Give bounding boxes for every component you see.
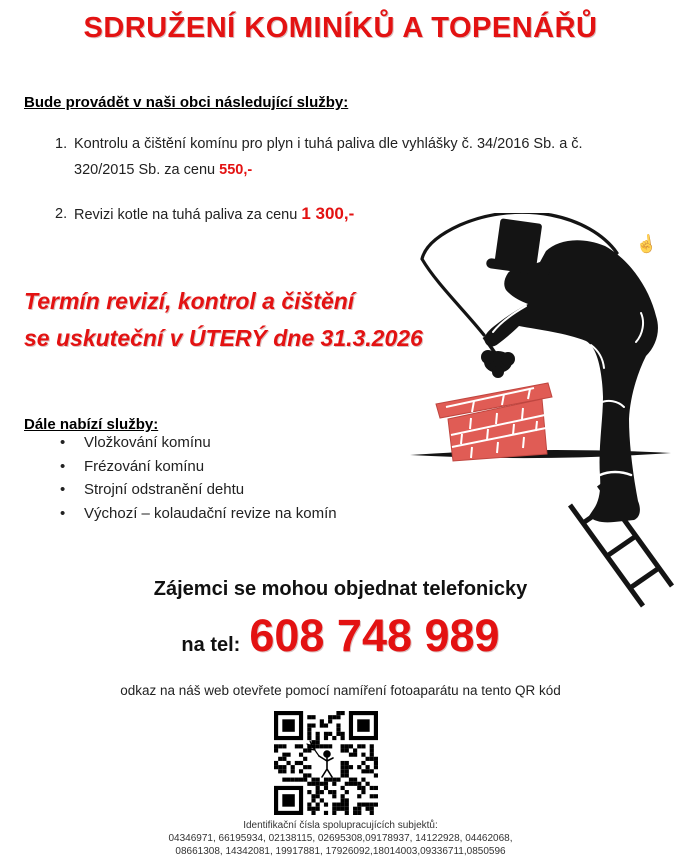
list-item-label: Výchozí – kolaudační revize na komín	[84, 504, 337, 522]
list-item	[24, 478, 337, 502]
service-item-1-text	[74, 131, 626, 183]
list-item-label: Strojní odstranění dehtu	[84, 481, 245, 498]
service-item-2-body: Revizi kotle na tuhá paliva za cenu	[74, 207, 302, 223]
qr-instruction: odkaz na náš web otevřete pomocí namíření fotoaparátu na tento QR kód	[120, 683, 561, 698]
more-services-list	[24, 431, 337, 525]
chimney-sweep-silhouette	[400, 213, 681, 613]
service-item-1	[55, 131, 626, 183]
sweep-figure	[484, 240, 657, 522]
contact-heading: Zájemci se mohou objednat telefonicky	[153, 578, 528, 600]
more-services-heading: Dále nabízí služby:	[24, 416, 159, 433]
list-item-label: Vložkování komínu	[84, 434, 211, 451]
list-item	[24, 431, 337, 455]
phone-number: 608 748 989	[249, 610, 500, 661]
brick-chimney	[436, 383, 552, 461]
bullet-icon: •	[60, 434, 66, 451]
qr-code-svg	[274, 711, 378, 815]
services-heading: Bude provádět v naši obci následující služby:	[24, 94, 349, 111]
date-notice-line1: Termín revizí, kontrol a čištění	[24, 288, 355, 314]
phone-label: na tel:	[181, 634, 241, 656]
bullet-icon: •	[60, 457, 66, 475]
bullet-icon: •	[60, 504, 66, 522]
service-item-2-price: 1 300,-	[301, 204, 355, 223]
qr-code-image	[274, 711, 378, 815]
date-notice-line2: se uskuteční v ÚTERÝ dne 31.3.2026	[24, 325, 423, 351]
list-item	[24, 502, 337, 526]
footer-heading: Identifikační čísla spolupracujících subjektů:	[243, 820, 438, 831]
service-item-1-body: Kontrolu a čištění komínu pro plyn i tuhá paliva dle vyhlášky č. 34/2016 Sb. a č. 320/2015 Sb. za cenu	[74, 136, 583, 178]
top-hat	[486, 217, 556, 276]
service-item-1-price: 550,-	[219, 162, 253, 178]
footer-ids-line1: 04346971, 66195934, 02138115, 02695308,09178937, 14122928, 04462068,	[168, 833, 513, 844]
date-notice	[24, 283, 423, 357]
list-item	[24, 455, 337, 479]
list-item-label: Frézování komínu	[84, 457, 205, 475]
service-item-2-number: 2.	[55, 206, 68, 222]
footer-ids	[0, 819, 681, 858]
footer-ids-line2: 08661308, 14342081, 19917881, 17926092,18014003,09336711,0850596	[175, 846, 506, 857]
service-item-1-number: 1.	[55, 136, 68, 152]
phone-row	[0, 610, 681, 661]
hand-cursor-icon: ☝	[634, 233, 659, 256]
page-title: SDRUŽENÍ KOMINÍKŮ A TOPENÁŘŮ	[83, 12, 598, 44]
bullet-icon: •	[60, 481, 66, 498]
